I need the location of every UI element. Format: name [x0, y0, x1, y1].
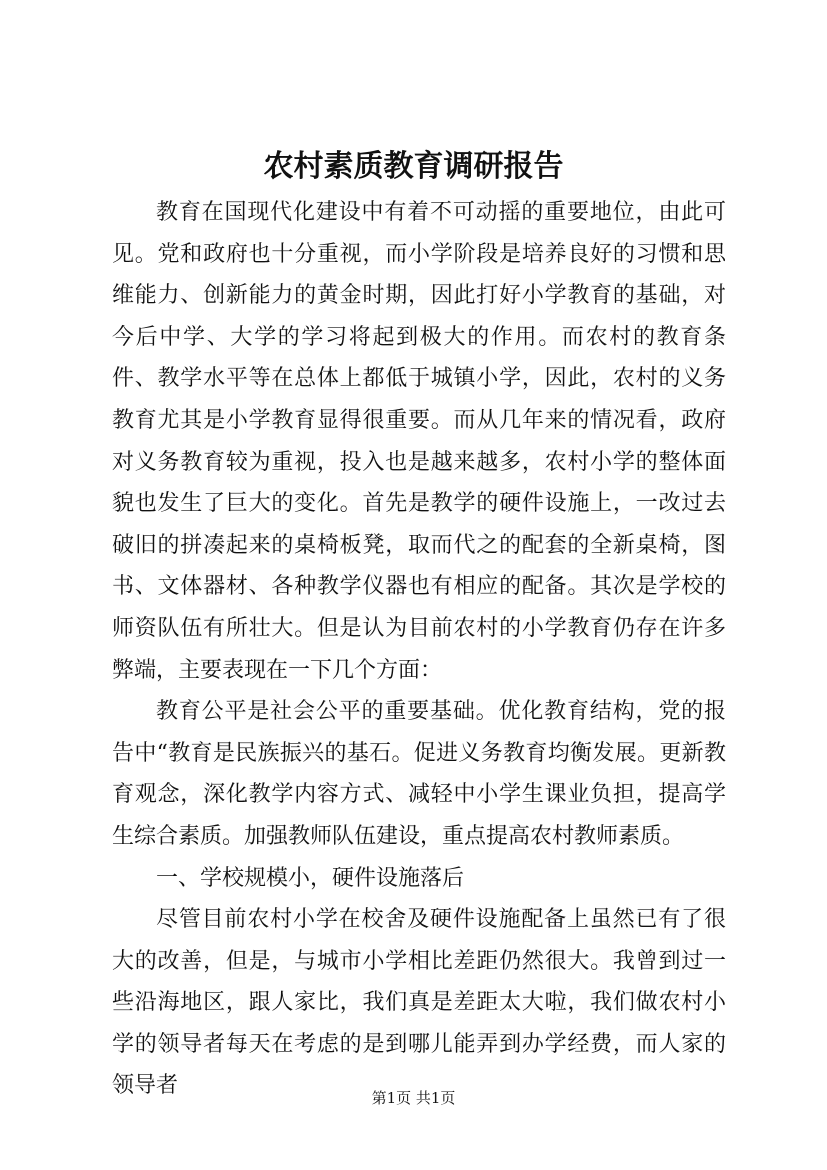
- page-footer: 第1页 共1页: [371, 1089, 456, 1107]
- document-body: [112, 192, 726, 1107]
- section-heading-1: 一、学校规模小，硬件设施落后: [156, 865, 465, 891]
- paragraph-education-fairness: 教育公平是社会公平的重要基础。优化教育结构，党的报告中“教育是民族振兴的基石。促进义务教育均衡发展。更新教育观念，深化教学内容方式、减轻中小学生课业负担，提高学生综合素质。加强教师队伍建设，重点提高农村教师素质。: [112, 699, 726, 849]
- document-title: 农村素质教育调研报告: [263, 149, 564, 184]
- paragraph-facilities: 尽管目前农村小学在校舍及硬件设施配备上虽然已有了很大的改善，但是，与城市小学相比差距仍然很大。我曾到过一些沿海地区，跟人家比，我们真是差距太大啦，我们做农村小学的领导者每天在考虑的是到哪儿能弄到办学经费，而人家的领导者: [112, 907, 726, 1099]
- paragraph-intro: 教育在国现代化建设中有着不可动摇的重要地位，由此可见。党和政府也十分重视，而小学阶段是培养良好的习惯和思维能力、创新能力的黄金时期，因此打好小学教育的基础，对今后中学、大学的学习将起到极大的作用。而农村的教育条件、教学水平等在总体上都低于城镇小学，因此，农村的义务教育尤其是小学教育显得很重要。而从几年来的情况看，政府对义务教育较为重视，投入也是越来越多，农村小学的整体面貌也发生了巨大的变化。首先是教学的硬件设施上，一改过去破旧的拼凑起来的桌椅板凳，取而代之的配套的全新桌椅，图书、文体器材、各种教学仪器也有相应的配备。其次是学校的师资队伍有所壮大。但是认为目前农村的小学教育仍存在许多弊端，主要表现在一下几个方面：: [112, 200, 726, 683]
